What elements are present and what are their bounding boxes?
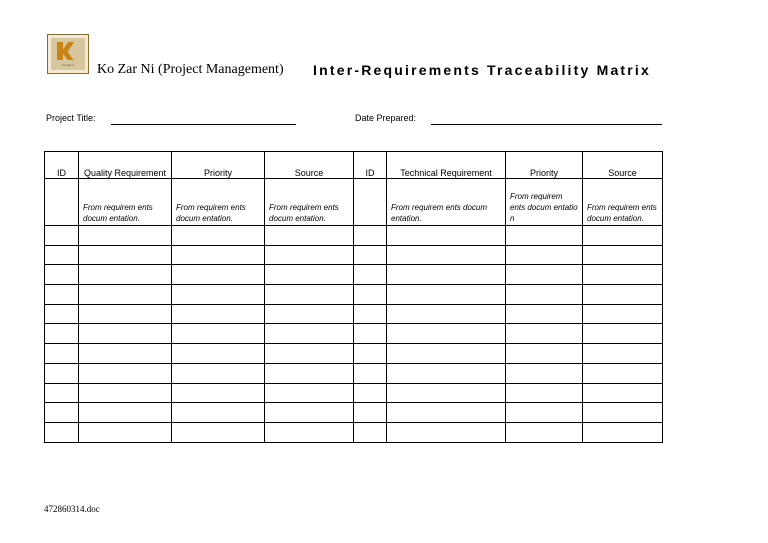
table-cell[interactable] <box>172 422 265 442</box>
table-cell[interactable] <box>583 245 663 265</box>
table-cell[interactable] <box>265 285 354 305</box>
table-cell[interactable] <box>265 403 354 423</box>
table-cell[interactable] <box>583 344 663 364</box>
table-cell[interactable] <box>506 383 583 403</box>
table-cell[interactable] <box>506 304 583 324</box>
table-cell[interactable] <box>265 363 354 383</box>
company-logo <box>47 34 89 74</box>
table-cell[interactable] <box>354 285 387 305</box>
table-cell[interactable] <box>79 324 172 344</box>
column-header-priority-2: Priority <box>506 152 583 179</box>
table-cell[interactable] <box>45 363 79 383</box>
table-row <box>45 344 663 364</box>
column-header-quality-requirement: Quality Requirement <box>79 152 172 179</box>
table-cell[interactable] <box>45 383 79 403</box>
table-cell[interactable] <box>79 403 172 423</box>
table-cell[interactable] <box>506 285 583 305</box>
table-cell[interactable] <box>45 344 79 364</box>
table-cell[interactable] <box>354 422 387 442</box>
table-row <box>45 363 663 383</box>
table-cell[interactable] <box>79 226 172 246</box>
table-cell[interactable] <box>79 383 172 403</box>
column-header-priority: Priority <box>172 152 265 179</box>
table-cell[interactable] <box>387 304 506 324</box>
table-cell[interactable] <box>506 245 583 265</box>
table-cell[interactable] <box>172 363 265 383</box>
table-cell[interactable] <box>265 304 354 324</box>
table-cell[interactable] <box>172 265 265 285</box>
table-cell[interactable] <box>387 344 506 364</box>
table-row <box>45 304 663 324</box>
table-cell[interactable] <box>265 226 354 246</box>
logo-k-icon: ko zar ni <box>51 38 85 70</box>
table-cell[interactable] <box>265 383 354 403</box>
table-cell[interactable] <box>79 344 172 364</box>
table-cell[interactable] <box>79 304 172 324</box>
table-row <box>45 285 663 305</box>
table-cell[interactable] <box>172 344 265 364</box>
table-cell[interactable] <box>387 422 506 442</box>
table-cell[interactable] <box>387 245 506 265</box>
table-row <box>45 226 663 246</box>
table-cell[interactable] <box>387 363 506 383</box>
table-cell[interactable] <box>583 383 663 403</box>
table-cell[interactable] <box>506 226 583 246</box>
table-cell[interactable] <box>354 265 387 285</box>
date-prepared-field[interactable] <box>431 124 662 125</box>
table-cell[interactable] <box>506 344 583 364</box>
table-cell[interactable] <box>354 179 387 226</box>
table-cell[interactable] <box>79 285 172 305</box>
table-cell[interactable] <box>506 403 583 423</box>
table-cell[interactable] <box>387 403 506 423</box>
table-cell[interactable] <box>79 363 172 383</box>
table-cell[interactable] <box>354 304 387 324</box>
table-cell[interactable]: From requirem ents docum entatio n <box>506 179 583 226</box>
table-cell[interactable] <box>387 383 506 403</box>
company-name: Ko Zar Ni (Project Management) <box>97 62 284 77</box>
column-header-source: Source <box>265 152 354 179</box>
table-row <box>45 324 663 344</box>
table-cell[interactable] <box>583 265 663 285</box>
table-cell[interactable]: From requirem ents docum entation. <box>387 179 506 226</box>
table-cell[interactable] <box>45 265 79 285</box>
table-cell[interactable] <box>387 265 506 285</box>
table-cell[interactable]: From requirem ents docum entation. <box>583 179 663 226</box>
table-cell[interactable] <box>265 422 354 442</box>
table-cell[interactable] <box>583 304 663 324</box>
table-cell[interactable] <box>506 324 583 344</box>
date-prepared-label: Date Prepared: <box>355 113 417 123</box>
column-header-id-2: ID <box>354 152 387 179</box>
table-row <box>45 245 663 265</box>
table-cell[interactable] <box>583 422 663 442</box>
table-cell[interactable] <box>387 226 506 246</box>
table-cell[interactable] <box>506 363 583 383</box>
table-cell[interactable] <box>45 285 79 305</box>
table-cell[interactable] <box>265 265 354 285</box>
table-cell[interactable] <box>45 304 79 324</box>
document-filename: 472860314.doc <box>44 504 100 514</box>
project-title-field[interactable] <box>111 124 296 125</box>
table-cell[interactable] <box>506 422 583 442</box>
table-cell[interactable] <box>583 285 663 305</box>
column-header-source-2: Source <box>583 152 663 179</box>
table-cell[interactable] <box>506 265 583 285</box>
table-cell[interactable] <box>265 344 354 364</box>
table-cell[interactable] <box>45 324 79 344</box>
table-cell[interactable] <box>45 226 79 246</box>
table-cell[interactable] <box>172 383 265 403</box>
table-cell[interactable] <box>45 403 79 423</box>
table-cell[interactable] <box>79 422 172 442</box>
table-row <box>45 265 663 285</box>
table-cell[interactable] <box>387 285 506 305</box>
table-cell[interactable] <box>172 403 265 423</box>
table-cell[interactable]: From requirem ents docum entation. <box>79 179 172 226</box>
table-cell[interactable] <box>354 226 387 246</box>
table-cell[interactable] <box>354 363 387 383</box>
table-cell[interactable]: From requirem ents docum entation. <box>265 179 354 226</box>
table-header-row <box>45 152 663 179</box>
table-cell[interactable] <box>387 324 506 344</box>
table-cell[interactable] <box>354 383 387 403</box>
table-cell[interactable] <box>354 245 387 265</box>
table-row <box>45 383 663 403</box>
table-cell[interactable] <box>172 226 265 246</box>
table-cell[interactable] <box>45 422 79 442</box>
table-cell[interactable] <box>45 245 79 265</box>
table-cell[interactable] <box>354 324 387 344</box>
table-cell[interactable] <box>172 304 265 324</box>
traceability-matrix-table <box>44 151 663 443</box>
table-cell[interactable] <box>265 324 354 344</box>
table-cell[interactable] <box>354 403 387 423</box>
project-title-label: Project Title: <box>46 113 96 123</box>
table-cell[interactable]: From requirem ents docum entation. <box>172 179 265 226</box>
table-cell[interactable] <box>583 363 663 383</box>
table-cell[interactable] <box>172 285 265 305</box>
table-cell[interactable] <box>79 265 172 285</box>
table-cell[interactable] <box>354 344 387 364</box>
column-header-id: ID <box>45 152 79 179</box>
table-cell[interactable] <box>172 245 265 265</box>
table-cell[interactable] <box>265 245 354 265</box>
table-cell[interactable] <box>172 324 265 344</box>
document-title: Inter-Requirements Traceability Matrix <box>313 62 652 78</box>
table-row <box>45 422 663 442</box>
table-cell[interactable] <box>45 179 79 226</box>
note-row <box>45 179 663 226</box>
table-cell[interactable] <box>79 245 172 265</box>
table-cell[interactable] <box>583 226 663 246</box>
column-header-technical-requirement: Technical Requirement <box>387 152 506 179</box>
table-row <box>45 403 663 423</box>
table-cell[interactable] <box>583 403 663 423</box>
table-cell[interactable] <box>583 324 663 344</box>
